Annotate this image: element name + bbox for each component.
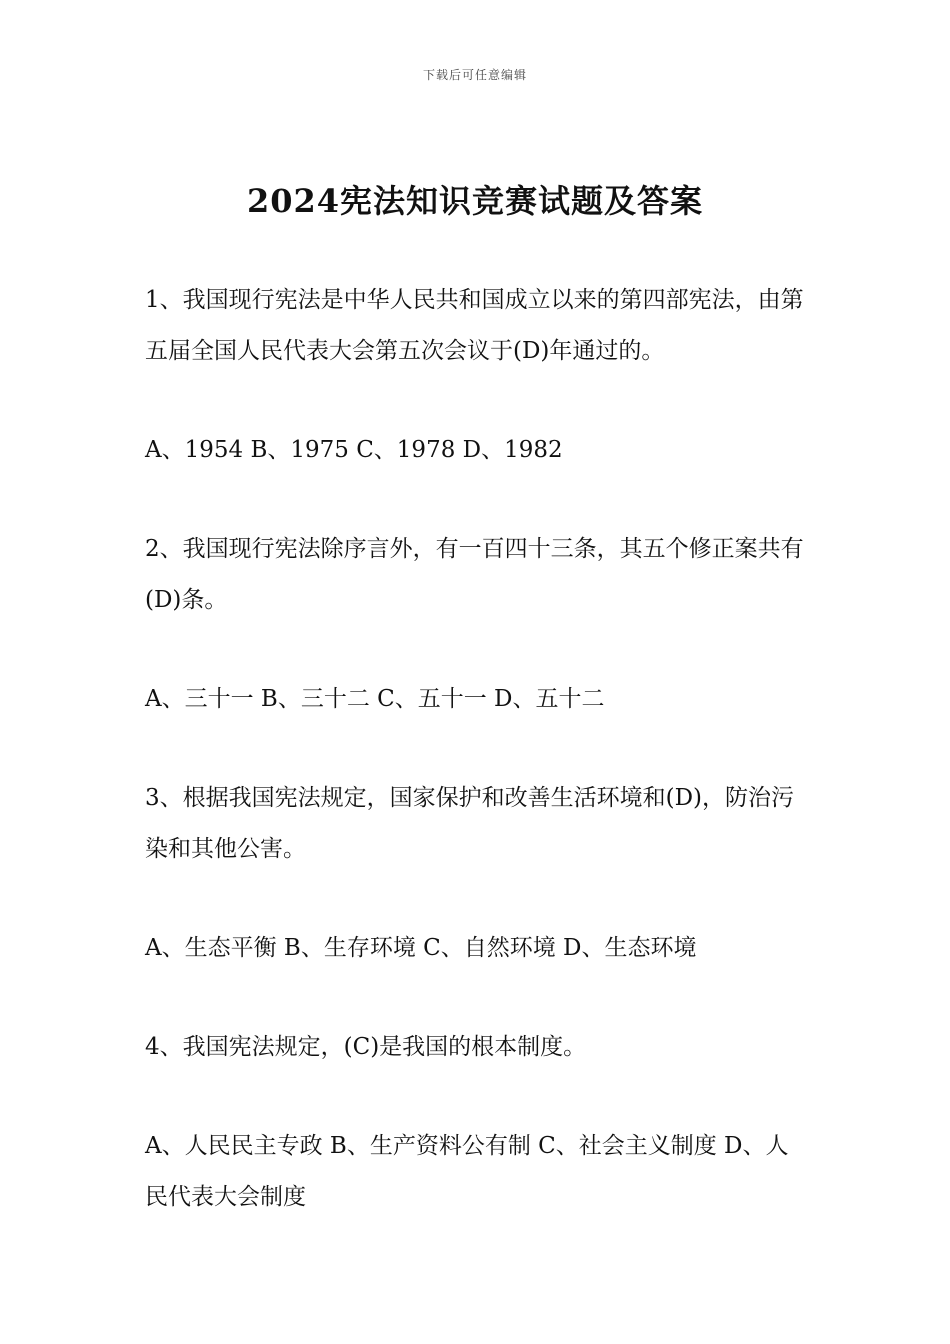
question-2-options: A、三十一 B、三十二 C、五十一 D、五十二 xyxy=(145,686,605,712)
question-3: 3、根据我国宪法规定，国家保护和改善生活环境和(D)，防治污染和其他公害。 xyxy=(145,785,795,862)
header-note: 下载后可任意编辑 xyxy=(422,68,527,82)
question-4: 4、我国宪法规定，(C)是我国的根本制度。 xyxy=(145,1034,587,1060)
question-4-options: A、人民民主专政 B、生产资料公有制 C、社会主义制度 D、人民代表大会制度 xyxy=(145,1133,789,1210)
question-1: 1、我国现行宪法是中华人民共和国成立以来的第四部宪法，由第五届全国人民代表大会第五次会议于(D)年通过的。 xyxy=(145,287,804,364)
question-3-options: A、生态平衡 B、生存环境 C、自然环境 D、生态环境 xyxy=(145,935,697,961)
question-2: 2、我国现行宪法除序言外，有一百四十三条，其五个修正案共有(D)条。 xyxy=(145,536,804,613)
document-body xyxy=(145,275,810,1271)
document-title: 2024宪法知识竞赛试题及答案 xyxy=(246,182,704,220)
question-1-options: A、1954 B、1975 C、1978 D、1982 xyxy=(145,437,563,463)
